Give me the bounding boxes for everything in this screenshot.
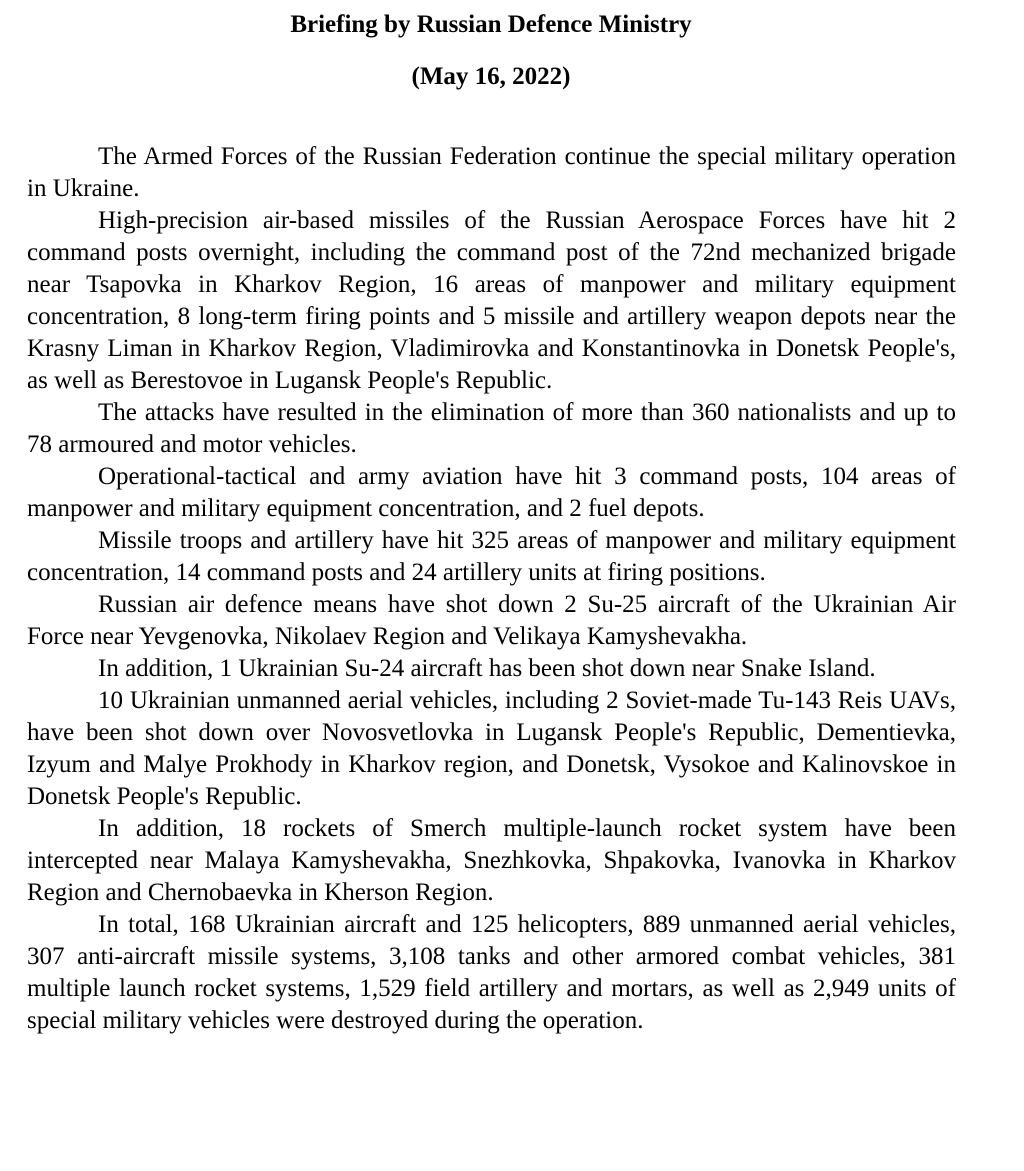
paragraph: The attacks have resulted in the elimination of more than 360 nationalists and up to 78 armoured and motor vehicles. — [27, 399, 956, 458]
paragraph: In total, 168 Ukrainian aircraft and 125 helicopters, 889 unmanned aerial vehicles, 307 anti-aircraft missile systems, 3,108 tanks and other armored combat vehicles, 381 multiple launch rocket systems, 1,529 field artillery and mortars, as well as 2,949 units of special military vehicles were destroyed during the operation. — [27, 911, 956, 1034]
paragraph: In addition, 1 Ukrainian Su-24 aircraft has been shot down near Snake Island. — [98, 655, 876, 682]
document-date: (May 16, 2022) — [411, 63, 571, 90]
paragraph: The Armed Forces of the Russian Federation continue the special military operation in Ukraine. — [27, 143, 956, 202]
paragraph: Russian air defence means have shot down 2 Su-25 aircraft of the Ukrainian Air Force near Yevgenovka, Nikolaev Region and Velikaya Kamyshevakha. — [27, 591, 956, 650]
document-title: Briefing by Russian Defence Ministry — [290, 11, 692, 38]
paragraph: High-precision air-based missiles of the Russian Aerospace Forces have hit 2 command posts overnight, including the command post of the 72nd mechanized brigade near Tsapovka in Kharkov Region, 16 areas of manpower and military equipment concentration, 8 long-term firing points and 5 missile and artillery weapon depots near the Krasny Liman in Kharkov Region, Vladimirovka and Konstantinovka in Donetsk People's, as well as Berestovoe in Lugansk People's Republic. — [27, 207, 956, 394]
paragraph: In addition, 18 rockets of Smerch multiple-launch rocket system have been intercepted near Malaya Kamyshevakha, Snezhkovka, Shpakovka, Ivanovka in Kharkov Region and Chernobaevka in Kherson Region. — [27, 815, 956, 906]
paragraph: Missile troops and artillery have hit 325 areas of manpower and military equipment concentration, 14 command posts and 24 artillery units at firing positions. — [27, 527, 956, 586]
paragraph: 10 Ukrainian unmanned aerial vehicles, including 2 Soviet-made Tu-143 Reis UAVs, have been shot down over Novosvetlovka in Lugansk People's Republic, Dementievka, Izyum and Malye Prokhody in Kharkov region, and Donetsk, Vysokoe and Kalinovskoe in Donetsk People's Republic. — [27, 687, 956, 810]
document-body — [27, 141, 956, 1037]
paragraph: Operational-tactical and army aviation have hit 3 command posts, 104 areas of manpower and military equipment concentration, and 2 fuel depots. — [27, 463, 956, 522]
